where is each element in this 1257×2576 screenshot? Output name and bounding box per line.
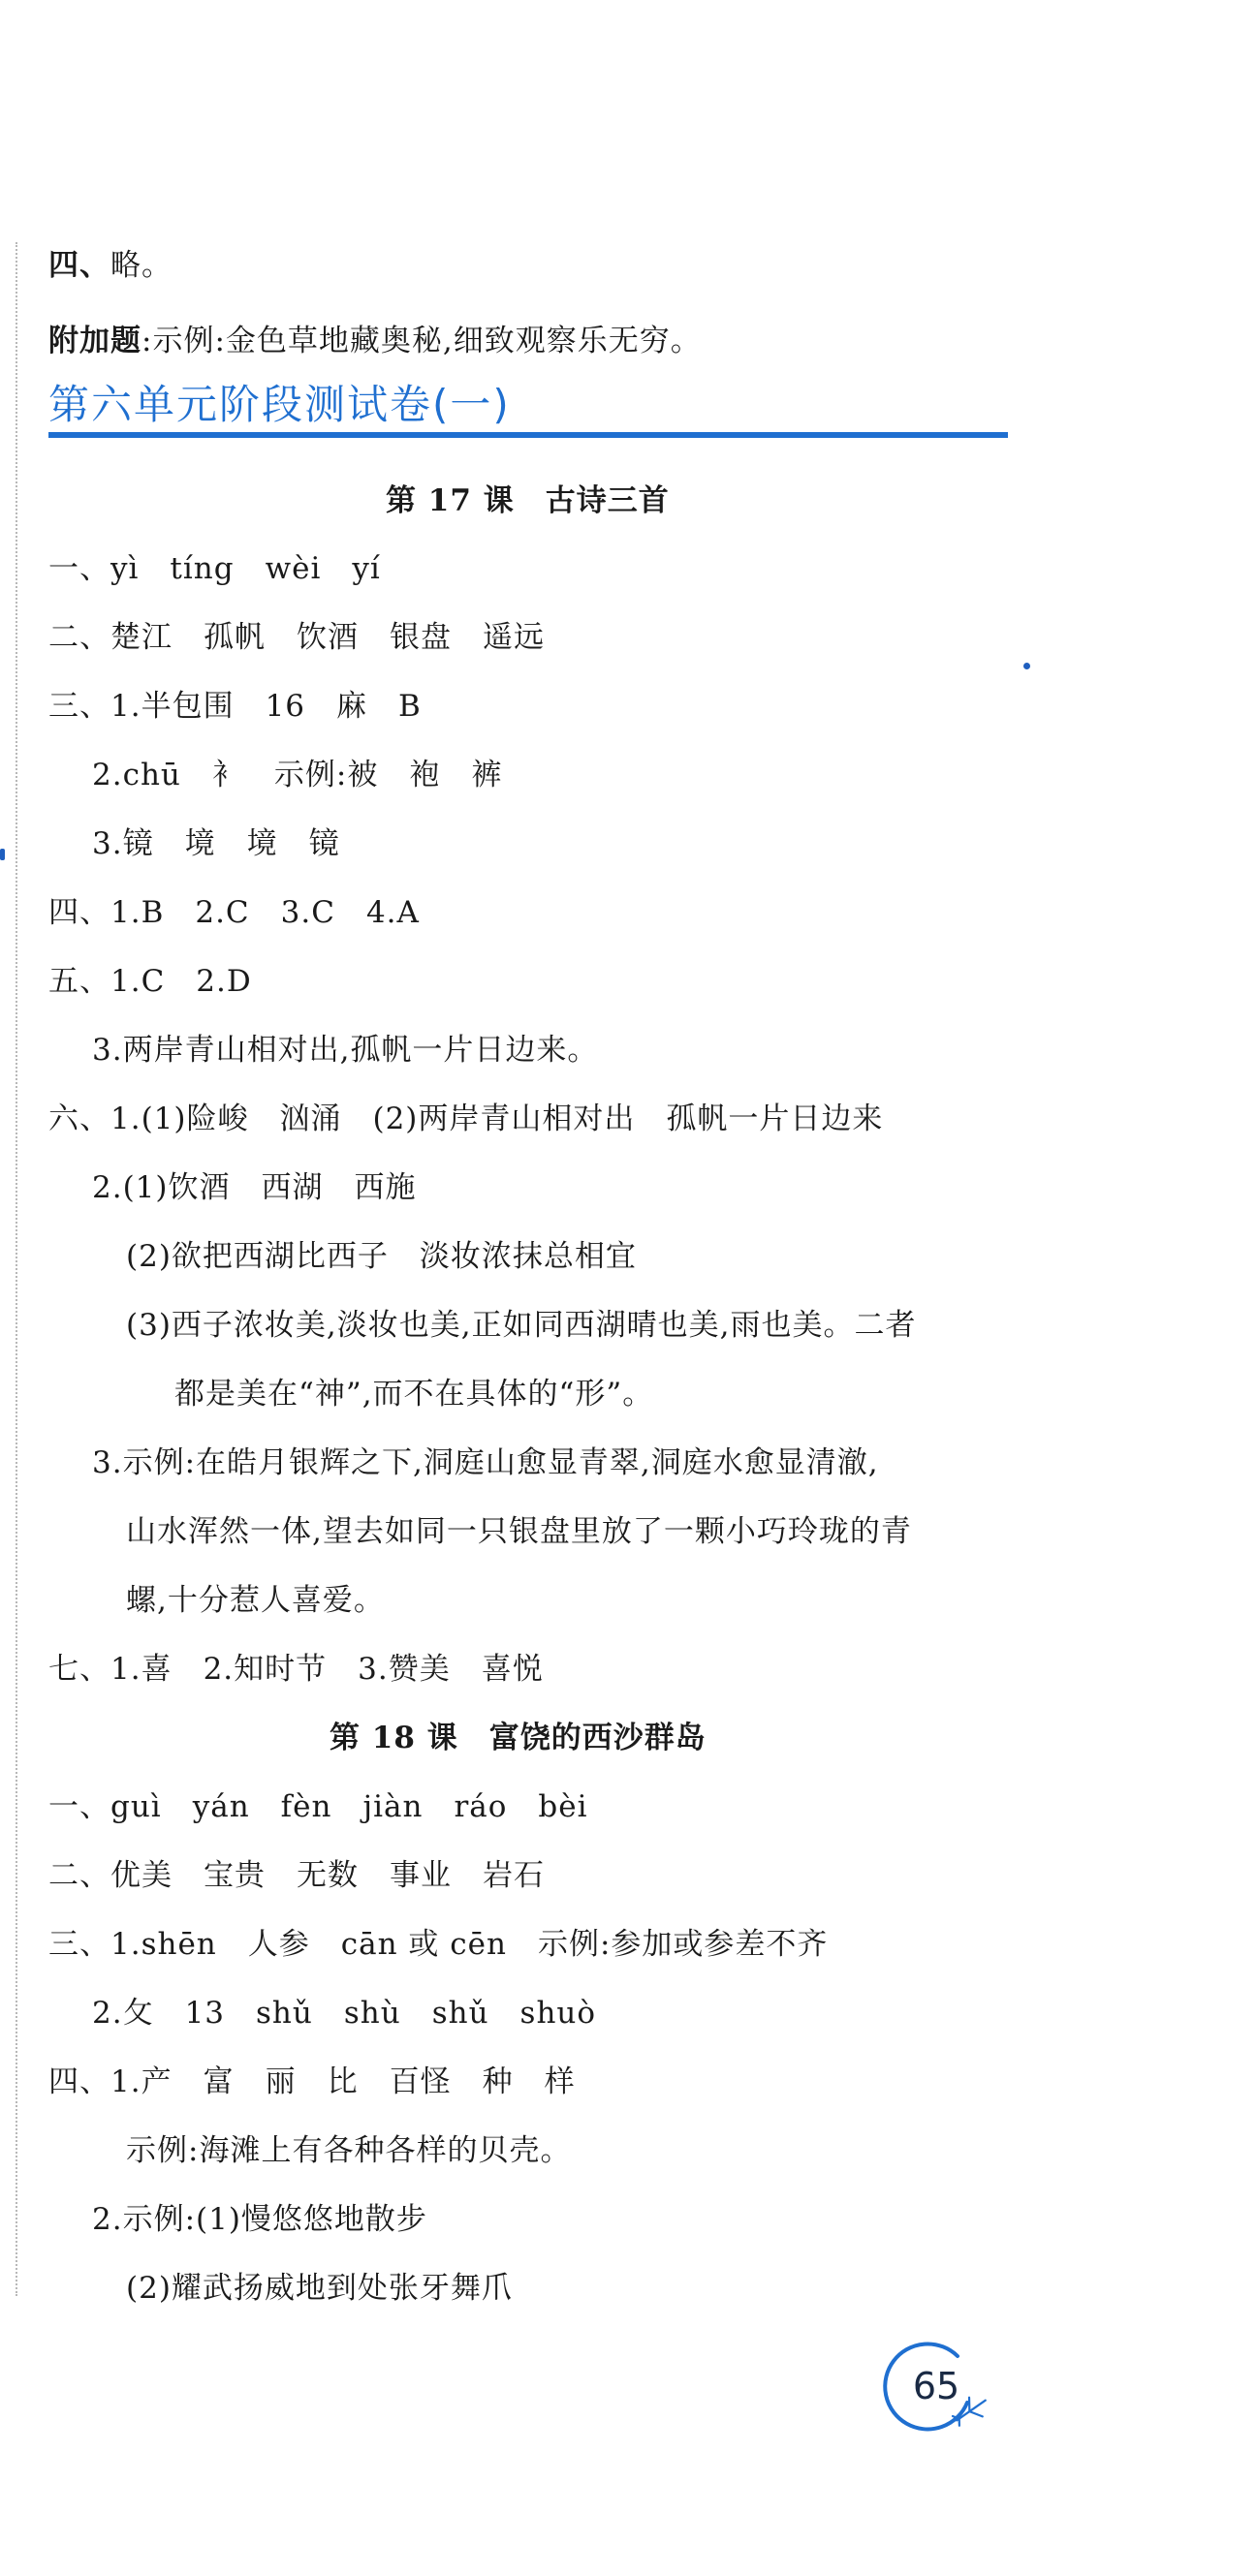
lesson-17-title: 第 17 课 古诗三首 bbox=[386, 483, 670, 518]
answer-line: 三、1.半包围 16 麻 B bbox=[48, 689, 422, 724]
answer-line: 四、1.B 2.C 3.C 4.A bbox=[48, 895, 420, 930]
answer-line: 二、楚江 孤帆 饮酒 银盘 遥远 bbox=[48, 620, 545, 655]
answer-line: (3)西子浓妆美,淡妆也美,正如同西湖晴也美,雨也美。二者 bbox=[126, 1308, 917, 1343]
answer-line: 3.两岸青山相对出,孤帆一片日边来。 bbox=[92, 1033, 599, 1068]
answer-line: 山水浑然一体,望去如同一只银盘里放了一颗小巧玲珑的青 bbox=[126, 1514, 912, 1549]
answer-line: 2.攵 13 shǔ shù shǔ shuò bbox=[92, 1996, 597, 2031]
section-title: 第六单元阶段测试卷(一) bbox=[48, 381, 511, 428]
answer-line: 3.示例:在皓月银辉之下,洞庭山愈显青翠,洞庭水愈显清澈, bbox=[92, 1445, 879, 1480]
answer-line: 都是美在“神”,而不在具体的“形”。 bbox=[174, 1377, 654, 1412]
question-label: 四、 bbox=[48, 248, 110, 283]
answer-line: 一、yì tíng wèi yí bbox=[48, 551, 381, 586]
answer-line: 3.镜 境 境 镜 bbox=[92, 826, 340, 861]
answer-line: 螺,十分惹人喜爱。 bbox=[126, 1583, 385, 1618]
answer-line: 四、1.产 富 丽 比 百怪 种 样 bbox=[48, 2064, 576, 2099]
scan-speck bbox=[1023, 663, 1030, 669]
answer-line: 二、优美 宝贵 无数 事业 岩石 bbox=[48, 1858, 545, 1893]
answer-line: (2)欲把西湖比西子 淡妆浓抹总相宜 bbox=[126, 1239, 637, 1274]
answer-line: 六、1.(1)险峻 汹涌 (2)两岸青山相对出 孤帆一片日边来 bbox=[48, 1102, 884, 1136]
answer-text: :示例:金色草地藏奥秘,细致观察乐无穷。 bbox=[141, 324, 702, 358]
answer-line-si bbox=[48, 246, 173, 285]
answer-line: 七、1.喜 2.知时节 3.赞美 喜悦 bbox=[48, 1652, 544, 1687]
binding-margin-line bbox=[16, 242, 17, 2296]
section-title-underline bbox=[48, 432, 1008, 438]
scan-speck bbox=[0, 849, 5, 860]
answer-line: 2.chū 衤 示例:被 袍 裤 bbox=[92, 758, 503, 792]
answer-line: 五、1.C 2.D bbox=[48, 964, 252, 999]
answer-line: (2)耀武扬威地到处张牙舞爪 bbox=[126, 2271, 513, 2306]
lesson-18-title: 第 18 课 富饶的西沙群岛 bbox=[330, 1721, 707, 1755]
answer-line: 示例:海滩上有各种各样的贝壳。 bbox=[126, 2133, 572, 2168]
answer-text: 略。 bbox=[110, 248, 173, 283]
answer-line: 三、1.shēn 人参 cān 或 cēn 示例:参加或参差不齐 bbox=[48, 1927, 829, 1962]
answer-line: 2.示例:(1)慢悠悠地散步 bbox=[92, 2202, 427, 2237]
page-number: 65 bbox=[912, 2365, 960, 2407]
answer-line: 一、guì yán fèn jiàn ráo bèi bbox=[48, 1789, 588, 1824]
answer-line-bonus bbox=[48, 322, 702, 360]
question-label: 附加题 bbox=[48, 324, 141, 358]
answer-line: 2.(1)饮酒 西湖 西施 bbox=[92, 1170, 417, 1205]
